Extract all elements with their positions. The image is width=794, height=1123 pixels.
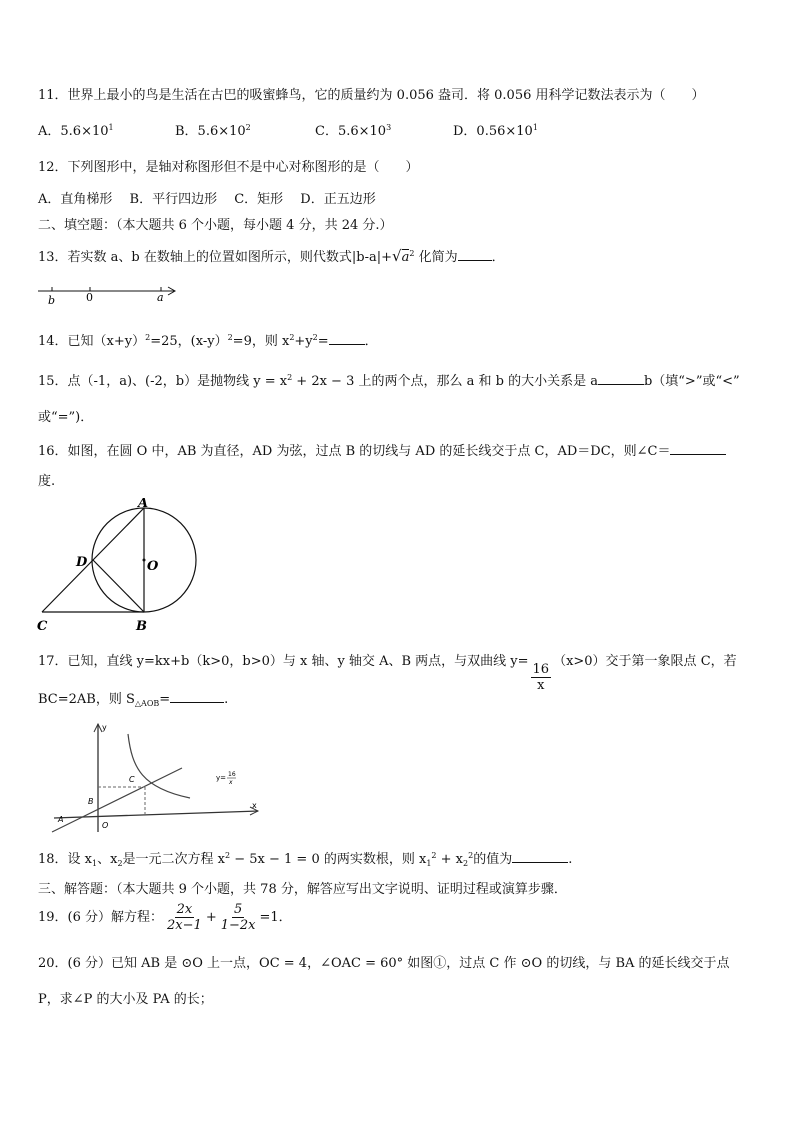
q11-option-d: D．$0.56\times 10^1$ bbox=[453, 123, 538, 139]
q20-line2: P，求∠P 的大小及 PA 的长； bbox=[38, 992, 213, 1007]
hyperbola-eq-num: 16 bbox=[228, 771, 236, 778]
axis-x-label: x bbox=[252, 801, 257, 810]
q15-stem: 15．点（-1，a)、(-2，b）是抛物线 $y = x^2 + 2x - 3$ 上的两个点，那么 a 和 b 的大小关系是 a b（填“>”或“<” bbox=[38, 373, 740, 389]
axis-label-a: a bbox=[157, 291, 164, 304]
point-C-label: C bbox=[129, 775, 135, 784]
q11-option-c: C．$5.6\times 10^3$ bbox=[315, 123, 392, 139]
q17-line2: BC=2AB，则 $S_{\triangle AOB}=$ . bbox=[38, 692, 229, 708]
q16-line2: 度. bbox=[38, 474, 56, 489]
section-fill-in-heading: 二、填空题：（本大题共 6 个小题，每小题 4 分，共 24 分.） bbox=[38, 218, 393, 233]
q16-stem: 16．如图，在圆 O 中，AB 为直径，AD 为弦，过点 B 的切线与 AD 的延长线交于点 C，AD＝DC，则∠C＝ bbox=[38, 440, 726, 459]
axis-label-0: 0 bbox=[86, 291, 93, 304]
axis-y-label: y bbox=[102, 723, 107, 732]
q17-graph bbox=[50, 718, 266, 834]
q18-stem: 18．设 $x_1$、$x_2$是一元二次方程 $x^2 - 5x - 1 = 0$ 的两实数根，则 $x_1^2 + x_2^2$的值为 . bbox=[38, 851, 573, 868]
label-D: D bbox=[76, 555, 88, 570]
label-O: O bbox=[147, 559, 159, 574]
section-solve-heading: 三、解答题：（本大题共 9 个小题，共 78 分，解答应写出文字说明、证明过程或演算步骤． bbox=[38, 882, 567, 897]
point-B-label: B bbox=[88, 797, 94, 806]
q13-stem: 13．若实数 a、b 在数轴上的位置如图所示，则代数式$|b-a|+√a^2$ 化简为 ． bbox=[38, 247, 505, 265]
q19-stem: 19．(6 分）解方程： $\frac{2x}{2x-1}$ + $\frac{5}{1-2x}$ =1． bbox=[38, 902, 292, 933]
hyperbola-eq-label: y= bbox=[216, 774, 227, 782]
q15-line2: 或“=”)． bbox=[38, 410, 94, 425]
origin-label: O bbox=[102, 821, 109, 830]
hyperbola-eq-den: x bbox=[229, 779, 233, 786]
label-B: B bbox=[136, 619, 147, 634]
q11-stem: 11．世界上最小的鸟是生活在古巴的吸蜜蜂鸟，它的质量约为 0.056 盎司．将 0.056 用科学记数法表示为（ ） bbox=[38, 88, 705, 103]
q11-option-b: B．$5.6\times 10^2$ bbox=[175, 123, 251, 139]
q12-stem: 12．下列图形中，是轴对称图形但不是中心对称图形的是（ ） bbox=[38, 160, 419, 175]
point-A-label: A bbox=[58, 815, 64, 824]
label-A: A bbox=[138, 498, 149, 511]
q12-options: A．直角梯形 B．平行四边形 C．矩形 D．正五边形 bbox=[38, 192, 376, 207]
q14-stem: 14．已知$(x+y)^2=25$，(x-y）$^2$=9，则 $x^2+y^2=$ ． bbox=[38, 333, 378, 349]
q20-line1: 20．(6 分）已知 AB 是 ⊙O 上一点，OC = 4，∠OAC = 60° 如图①，过点 C 作 ⊙O 的切线，与 BA 的延长线交于点 bbox=[38, 956, 730, 971]
q13-number-line bbox=[36, 282, 182, 306]
q17-stem: 17．已知，直线 y=kx+b（k>0，b>0）与 x 轴、y 轴交 A、B 两点，与双曲线 y= $\frac{16}{x}$ （x>0）交于第一象限点 C，若 bbox=[38, 654, 737, 693]
q11-option-a: A．$5.6\times 10^1$ bbox=[38, 123, 114, 139]
axis-label-b: b bbox=[48, 294, 56, 306]
label-C: C bbox=[37, 619, 48, 634]
q16-circle-figure bbox=[34, 498, 204, 636]
